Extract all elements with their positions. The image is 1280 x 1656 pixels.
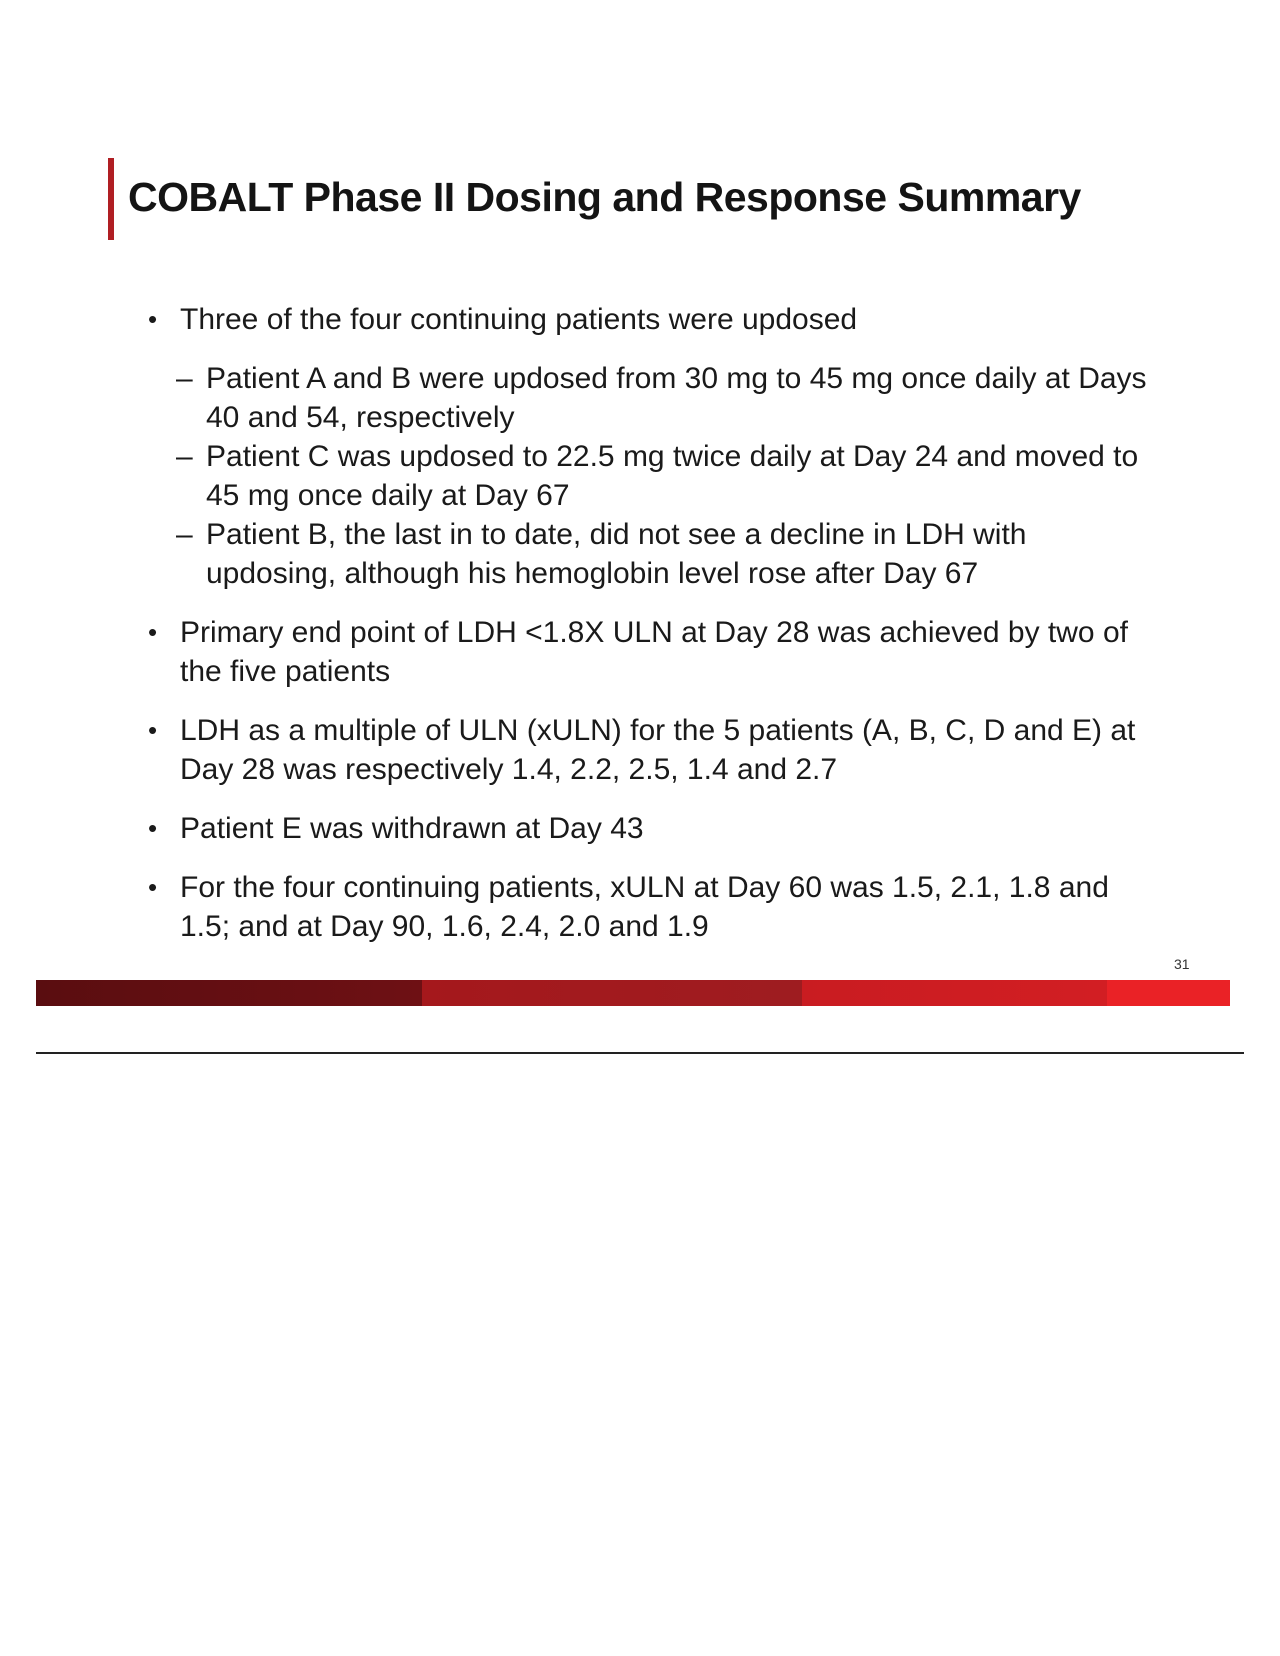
dash-icon: –: [176, 518, 193, 551]
page-divider: [36, 1052, 1244, 1054]
bullet-icon: •: [148, 872, 158, 902]
footer-color-band: [36, 980, 1230, 1006]
footer-band-segment: [36, 980, 422, 1006]
bullet-list: [148, 300, 1148, 966]
sub-bullet-item: [148, 437, 1148, 515]
bullet-text: Patient E was withdrawn at Day 43: [180, 812, 644, 845]
bullet-item: [148, 809, 1148, 848]
bullet-item: [148, 868, 1148, 946]
bullet-text: For the four continuing patients, xULN at Day 60 was 1.5, 2.1, 1.8 and 1.5; and at Day 90, 1.6, 2.4, 2.0 and 1.9: [180, 871, 1109, 943]
dash-icon: –: [176, 440, 193, 473]
sub-bullet-text: Patient A and B were updosed from 30 mg to 45 mg once daily at Days 40 and 54, respectively: [206, 362, 1147, 434]
footer-band-segment: [802, 980, 1107, 1006]
bullet-icon: •: [148, 715, 158, 745]
bullet-item: [148, 300, 1148, 339]
slide-title: COBALT Phase II Dosing and Response Summary: [128, 174, 1081, 220]
sub-bullet-text: Patient C was updosed to 22.5 mg twice daily at Day 24 and moved to 45 mg once daily at Day 67: [206, 440, 1139, 512]
bullet-text: Three of the four continuing patients were updosed: [180, 303, 858, 336]
bullet-text: LDH as a multiple of ULN (xULN) for the 5 patients (A, B, C, D and E) at Day 28 was respectively 1.4, 2.2, 2.5, 1.4 and 2.7: [180, 714, 1136, 786]
sub-bullet-item: [148, 515, 1148, 593]
bullet-icon: •: [148, 304, 158, 334]
sub-bullet-list: [148, 359, 1148, 593]
footer-band-segment: [1107, 980, 1230, 1006]
sub-bullet-text: Patient B, the last in to date, did not see a decline in LDH with updosing, although his hemoglobin level rose after Day 67: [206, 518, 1027, 590]
bullet-icon: •: [148, 617, 158, 647]
footer-band-segment: [422, 980, 802, 1006]
dash-icon: –: [176, 362, 193, 395]
sub-bullet-item: [148, 359, 1148, 437]
bullet-item: [148, 711, 1148, 789]
title-accent-bar: [108, 158, 114, 240]
bullet-icon: •: [148, 813, 158, 843]
bullet-text: Primary end point of LDH <1.8X ULN at Day 28 was achieved by two of the five patients: [180, 616, 1128, 688]
bullet-item: [148, 613, 1148, 691]
page-number: 31: [1174, 956, 1190, 972]
